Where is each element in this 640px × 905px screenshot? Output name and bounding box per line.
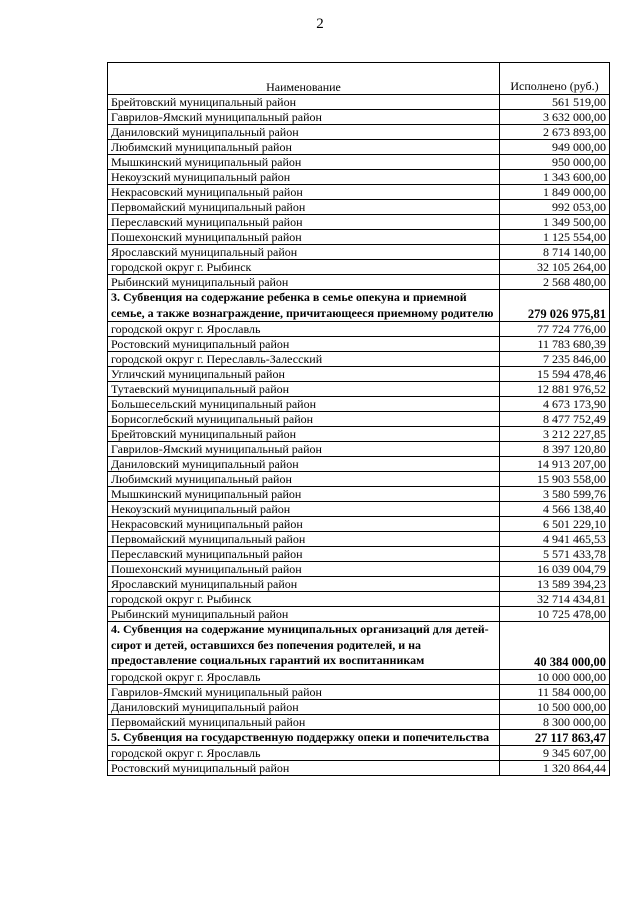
row-name: Даниловский муниципальный район <box>108 457 500 472</box>
row-name: Ярославский муниципальный район <box>108 577 500 592</box>
row-name: городской округ г. Ярославль <box>108 746 500 761</box>
table-header-row <box>108 63 610 95</box>
table-row <box>108 487 610 502</box>
row-amount: 10 500 000,00 <box>500 699 610 714</box>
row-amount: 1 320 864,44 <box>500 761 610 776</box>
table-row <box>108 397 610 412</box>
section-total: 279 026 975,81 <box>500 290 610 322</box>
table-row <box>108 140 610 155</box>
row-amount: 8 397 120,80 <box>500 442 610 457</box>
table-row <box>108 607 610 622</box>
table-row <box>108 322 610 337</box>
row-amount: 1 849 000,00 <box>500 185 610 200</box>
table-row <box>108 95 610 110</box>
section-total: 40 384 000,00 <box>500 622 610 670</box>
row-name: Переславский муниципальный район <box>108 547 500 562</box>
row-name: Большесельский муниципальный район <box>108 397 500 412</box>
row-amount: 15 594 478,46 <box>500 367 610 382</box>
row-amount: 2 568 480,00 <box>500 275 610 290</box>
row-name: Даниловский муниципальный район <box>108 699 500 714</box>
table-row <box>108 714 610 729</box>
row-name: Некоузский муниципальный район <box>108 502 500 517</box>
row-name: Ярославский муниципальный район <box>108 245 500 260</box>
table-row <box>108 200 610 215</box>
section-title: 3. Субвенция на содержание ребенка в семье опекуна и приемной семье, а также вознаграждение, причитающееся приемному родителю <box>108 290 500 322</box>
section-row <box>108 729 610 746</box>
table-body <box>108 95 610 776</box>
row-name: Пошехонский муниципальный район <box>108 562 500 577</box>
row-name: Рыбинский муниципальный район <box>108 275 500 290</box>
row-amount: 3 632 000,00 <box>500 110 610 125</box>
row-amount: 10 000 000,00 <box>500 669 610 684</box>
row-name: Мышкинский муниципальный район <box>108 155 500 170</box>
row-name: городской округ г. Ярославль <box>108 669 500 684</box>
row-amount: 3 580 599,76 <box>500 487 610 502</box>
table-row <box>108 170 610 185</box>
row-amount: 3 212 227,85 <box>500 427 610 442</box>
table-row <box>108 502 610 517</box>
row-amount: 32 714 434,81 <box>500 592 610 607</box>
row-name: Гаврилов-Ямский муниципальный район <box>108 442 500 457</box>
row-amount: 7 235 846,00 <box>500 352 610 367</box>
row-amount: 2 673 893,00 <box>500 125 610 140</box>
row-amount: 1 349 500,00 <box>500 215 610 230</box>
row-amount: 15 903 558,00 <box>500 472 610 487</box>
row-amount: 950 000,00 <box>500 155 610 170</box>
row-name: Мышкинский муниципальный район <box>108 487 500 502</box>
table-row <box>108 746 610 761</box>
row-name: Пошехонский муниципальный район <box>108 230 500 245</box>
row-name: Первомайский муниципальный район <box>108 532 500 547</box>
row-amount: 8 714 140,00 <box>500 245 610 260</box>
table-row <box>108 352 610 367</box>
row-name: Тутаевский муниципальный район <box>108 382 500 397</box>
row-name: Гаврилов-Ямский муниципальный район <box>108 110 500 125</box>
table-row <box>108 442 610 457</box>
row-amount: 8 477 752,49 <box>500 412 610 427</box>
row-name: Некоузский муниципальный район <box>108 170 500 185</box>
column-header-amount: Исполнено (руб.) <box>500 63 610 95</box>
row-amount: 32 105 264,00 <box>500 260 610 275</box>
row-amount: 1 125 554,00 <box>500 230 610 245</box>
row-name: Гаврилов-Ямский муниципальный район <box>108 684 500 699</box>
row-amount: 11 584 000,00 <box>500 684 610 699</box>
table-row <box>108 110 610 125</box>
row-name: Борисоглебский муниципальный район <box>108 412 500 427</box>
row-amount: 949 000,00 <box>500 140 610 155</box>
row-amount: 5 571 433,78 <box>500 547 610 562</box>
table-row <box>108 382 610 397</box>
row-name: городской округ г. Рыбинск <box>108 592 500 607</box>
table-row <box>108 367 610 382</box>
section-total: 27 117 863,47 <box>500 729 610 746</box>
table-row <box>108 517 610 532</box>
row-amount: 561 519,00 <box>500 95 610 110</box>
row-name: Даниловский муниципальный район <box>108 125 500 140</box>
row-amount: 13 589 394,23 <box>500 577 610 592</box>
row-amount: 11 783 680,39 <box>500 337 610 352</box>
row-name: Первомайский муниципальный район <box>108 714 500 729</box>
row-amount: 16 039 004,79 <box>500 562 610 577</box>
row-name: Ростовский муниципальный район <box>108 761 500 776</box>
budget-execution-table <box>107 62 610 776</box>
row-name: Ростовский муниципальный район <box>108 337 500 352</box>
row-name: городской округ г. Рыбинск <box>108 260 500 275</box>
table-row <box>108 562 610 577</box>
row-name: городской округ г. Переславль-Залесский <box>108 352 500 367</box>
table-row <box>108 457 610 472</box>
row-amount: 10 725 478,00 <box>500 607 610 622</box>
table-row <box>108 230 610 245</box>
row-amount: 77 724 776,00 <box>500 322 610 337</box>
row-amount: 4 673 173,90 <box>500 397 610 412</box>
table-row <box>108 155 610 170</box>
table-row <box>108 547 610 562</box>
section-title: 5. Субвенция на государственную поддержку опеки и попечительства <box>108 729 500 746</box>
row-amount: 8 300 000,00 <box>500 714 610 729</box>
table-row <box>108 215 610 230</box>
table-row <box>108 472 610 487</box>
row-amount: 14 913 207,00 <box>500 457 610 472</box>
row-amount: 12 881 976,52 <box>500 382 610 397</box>
row-name: Любимский муниципальный район <box>108 140 500 155</box>
row-name: Рыбинский муниципальный район <box>108 607 500 622</box>
row-name: Переславский муниципальный район <box>108 215 500 230</box>
table-row <box>108 245 610 260</box>
table-row <box>108 592 610 607</box>
row-name: Некрасовский муниципальный район <box>108 185 500 200</box>
table-row <box>108 275 610 290</box>
table-row <box>108 260 610 275</box>
page-number: 2 <box>316 16 324 32</box>
table-row <box>108 699 610 714</box>
table-row <box>108 412 610 427</box>
table-row <box>108 761 610 776</box>
row-name: Брейтовский муниципальный район <box>108 95 500 110</box>
column-header-name: Наименование <box>108 63 500 95</box>
table-row <box>108 684 610 699</box>
section-title: 4. Субвенция на содержание муниципальных организаций для детей-сирот и детей, оставшихся без попечения родителей, и на предоставление социальных гарантий их воспитанникам <box>108 622 500 670</box>
row-amount: 1 343 600,00 <box>500 170 610 185</box>
table-row <box>108 669 610 684</box>
row-name: Некрасовский муниципальный район <box>108 517 500 532</box>
table-row <box>108 577 610 592</box>
row-name: Первомайский муниципальный район <box>108 200 500 215</box>
table-row <box>108 125 610 140</box>
table-row <box>108 337 610 352</box>
row-amount: 9 345 607,00 <box>500 746 610 761</box>
row-name: городской округ г. Ярославль <box>108 322 500 337</box>
section-row <box>108 622 610 670</box>
row-name: Брейтовский муниципальный район <box>108 427 500 442</box>
row-name: Любимский муниципальный район <box>108 472 500 487</box>
table-row <box>108 427 610 442</box>
section-row <box>108 290 610 322</box>
table-row <box>108 532 610 547</box>
row-amount: 4 941 465,53 <box>500 532 610 547</box>
row-name: Угличский муниципальный район <box>108 367 500 382</box>
table-row <box>108 185 610 200</box>
row-amount: 6 501 229,10 <box>500 517 610 532</box>
row-amount: 4 566 138,40 <box>500 502 610 517</box>
row-amount: 992 053,00 <box>500 200 610 215</box>
